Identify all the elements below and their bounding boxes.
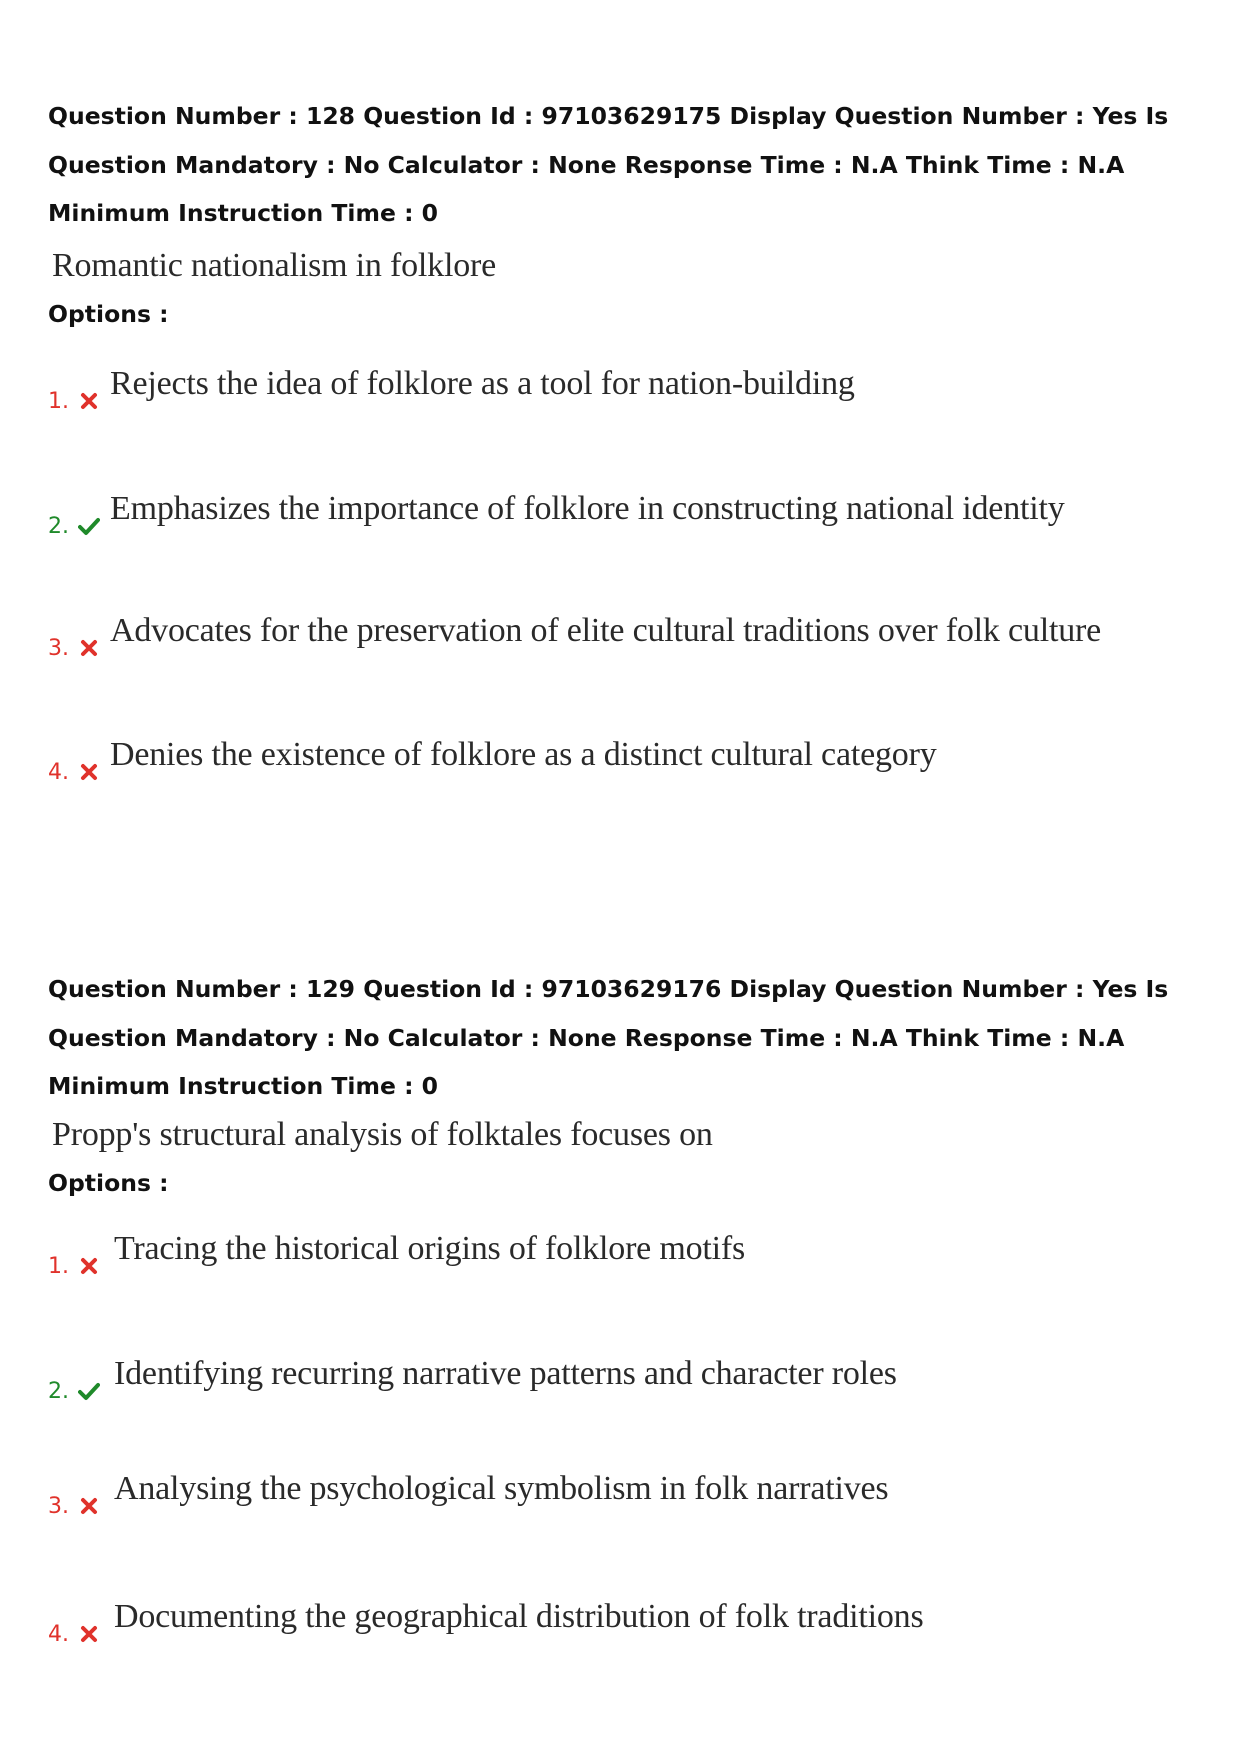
- option-1: [48, 362, 1208, 422]
- option-number: 3.: [48, 1494, 69, 1519]
- cross-icon: [78, 761, 100, 783]
- option-text: Analysing the psychological symbolism in folk narratives: [114, 1470, 889, 1507]
- question-meta: Question Number : 128 Question Id : 97103629175 Display Question Number : Yes Is Question Mandatory : No Calculator : None Response Time : N.A Think Time : N.A Minimum Instruction Time : 0: [48, 102, 1169, 227]
- option-1: [48, 1227, 1208, 1287]
- question-block-129: [48, 965, 1208, 1647]
- option-2: [48, 487, 1208, 547]
- question-stem: Propp's structural analysis of folktales focuses on: [52, 1115, 713, 1153]
- option-4: [48, 733, 1208, 793]
- cross-icon: [78, 1255, 100, 1277]
- option-text: Tracing the historical origins of folklore motifs: [114, 1230, 746, 1267]
- check-icon: [78, 1380, 100, 1402]
- option-4: [48, 1595, 1208, 1655]
- option-text: Emphasizes the importance of folklore in constructing national identity: [110, 490, 1065, 527]
- options-label: Options :: [48, 1168, 169, 1197]
- option-text: Identifying recurring narrative patterns and character roles: [114, 1355, 897, 1392]
- option-number: 4.: [48, 760, 69, 785]
- options-label: Options :: [48, 299, 169, 328]
- question-block-128: [48, 92, 1208, 785]
- question-stem: Romantic nationalism in folklore: [52, 246, 497, 284]
- option-2: [48, 1352, 1208, 1412]
- cross-icon: [78, 1495, 100, 1517]
- option-number: 3.: [48, 636, 69, 661]
- question-meta: Question Number : 129 Question Id : 97103629176 Display Question Number : Yes Is Question Mandatory : No Calculator : None Response Time : N.A Think Time : N.A Minimum Instruction Time : 0: [48, 975, 1169, 1100]
- option-number: 4.: [48, 1622, 69, 1647]
- option-text: Advocates for the preservation of elite cultural traditions over folk culture: [110, 612, 1102, 649]
- option-number: 1.: [48, 389, 69, 414]
- option-text: Rejects the idea of folklore as a tool for nation-building: [110, 365, 855, 402]
- cross-icon: [78, 390, 100, 412]
- option-number: 2.: [48, 1379, 69, 1404]
- option-3: [48, 1467, 1208, 1527]
- option-3: [48, 609, 1208, 669]
- option-number: 2.: [48, 514, 69, 539]
- option-text: Denies the existence of folklore as a distinct cultural category: [110, 736, 937, 773]
- cross-icon: [78, 637, 100, 659]
- check-icon: [78, 515, 100, 537]
- option-number: 1.: [48, 1254, 69, 1279]
- cross-icon: [78, 1623, 100, 1645]
- option-text: Documenting the geographical distribution of folk traditions: [114, 1598, 924, 1635]
